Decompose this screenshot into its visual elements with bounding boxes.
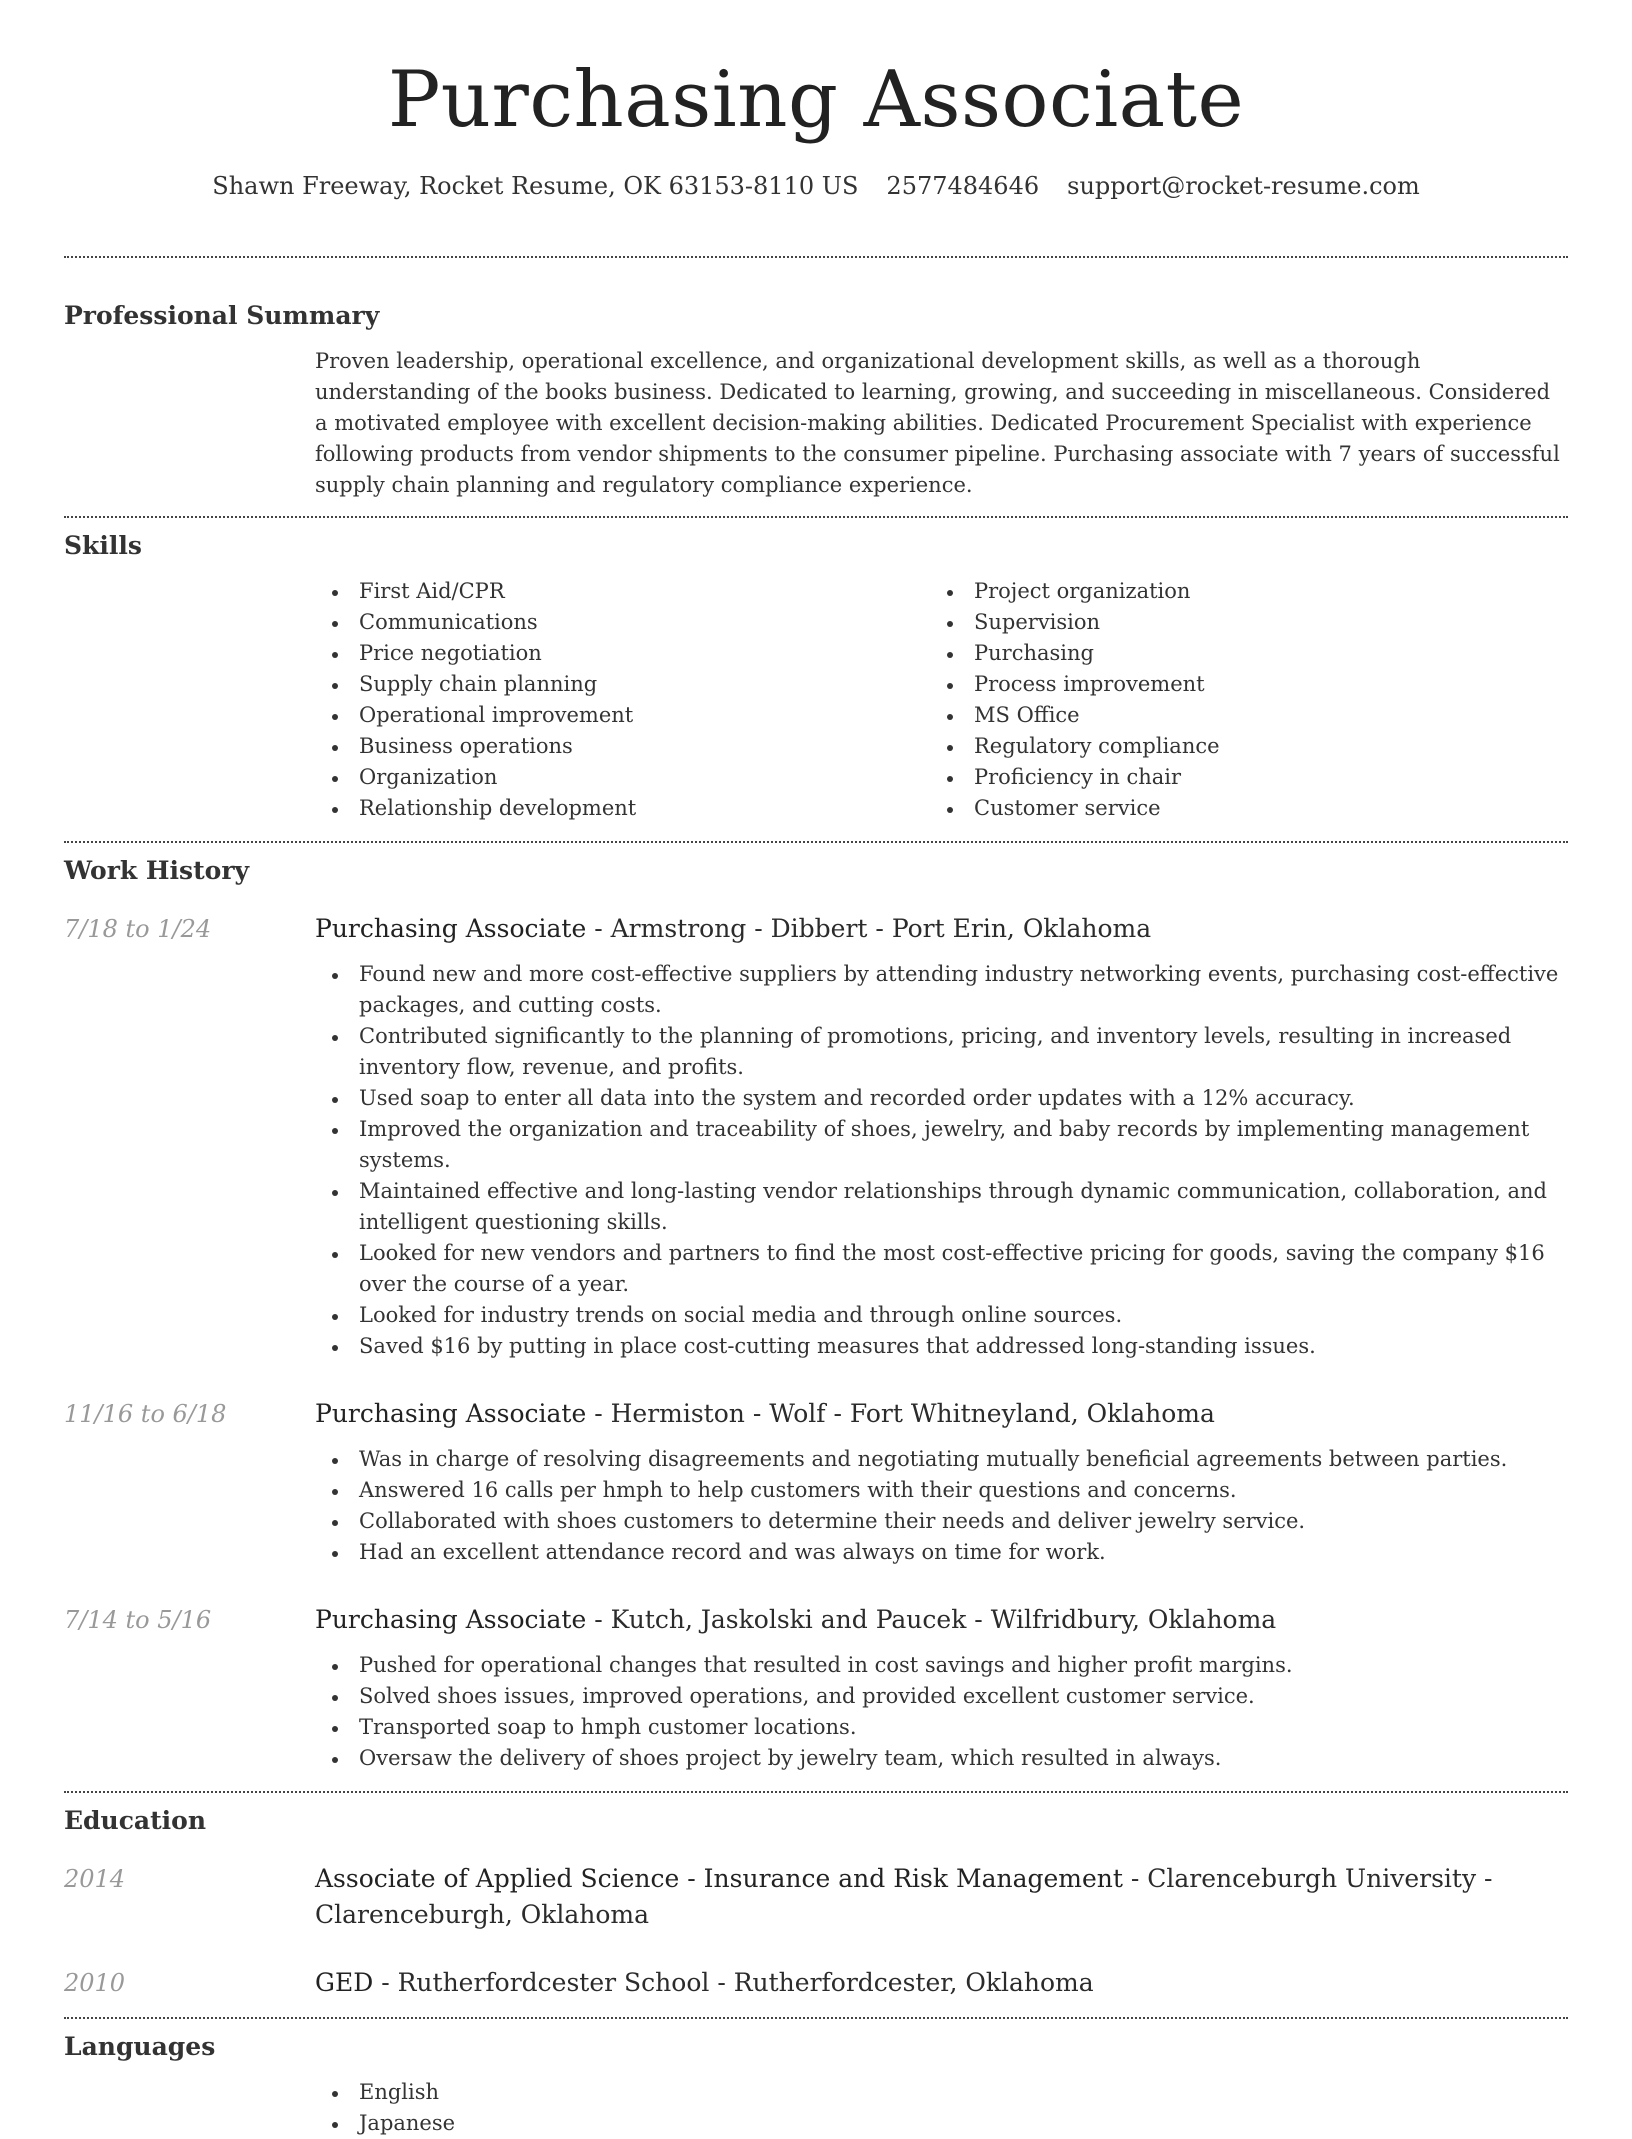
skill-item: MS Office — [930, 700, 1545, 731]
job-bullets — [315, 1444, 1568, 1568]
job-bullet: Collaborated with shoes customers to determine their needs and deliver jewelry service. — [315, 1506, 1568, 1537]
skills-column-right — [930, 576, 1545, 824]
job-bullet: Oversaw the delivery of shoes project by jewelry team, which resulted in always. — [315, 1743, 1568, 1774]
job-entry — [64, 1396, 1568, 1432]
job-role: Purchasing Associate — [315, 1399, 587, 1428]
languages-heading: Languages — [64, 2032, 216, 2061]
job-role: Purchasing Associate — [315, 914, 587, 943]
summary-heading: Professional Summary — [64, 301, 380, 330]
job-bullet: Maintained effective and long-lasting vendor relationships through dynamic communication, collaboration, and intelligent questioning skills. — [315, 1176, 1568, 1238]
education-title — [315, 1861, 1568, 1933]
job-bullet: Contributed significantly to the planning of promotions, pricing, and inventory levels, resulting in increased inventory flow, revenue, and profits. — [315, 1021, 1568, 1083]
divider — [64, 841, 1568, 843]
job-dates: 11/16 to 6/18 — [64, 1400, 227, 1428]
job-bullet: Pushed for operational changes that resulted in cost savings and higher profit margins. — [315, 1650, 1568, 1681]
language-item: English — [315, 2077, 1568, 2108]
skill-item: Purchasing — [930, 638, 1545, 669]
contact-email: support@rocket-resume.com — [1067, 172, 1420, 200]
job-dates: 7/18 to 1/24 — [64, 915, 212, 943]
education-year: 2010 — [64, 1969, 126, 1997]
job-entry — [64, 1602, 1568, 1638]
education-degree: Associate of Applied Science - Insurance and Risk Management — [315, 1864, 1123, 1893]
job-bullet: Improved the organization and traceability of shoes, jewelry, and baby records by implementing management systems. — [315, 1114, 1568, 1176]
skill-item: Business operations — [315, 731, 930, 762]
contact-line — [64, 168, 1568, 204]
contact-phone: 2577484646 — [886, 172, 1040, 200]
job-bullet: Used soap to enter all data into the system and recorded order updates with a 12% accuracy. — [315, 1083, 1568, 1114]
skill-item: Communications — [315, 607, 930, 638]
skill-item: Customer service — [930, 793, 1545, 824]
job-bullets — [315, 1650, 1568, 1774]
job-bullets — [315, 959, 1568, 1362]
job-bullet: Solved shoes issues, improved operations, and provided excellent customer service. — [315, 1681, 1568, 1712]
divider — [64, 2017, 1568, 2019]
education-details: - Rutherfordcester School - Rutherfordcester, Oklahoma — [373, 1968, 1094, 1997]
job-dates: 7/14 to 5/16 — [64, 1606, 212, 1634]
skills-list — [315, 576, 1568, 824]
skill-item: Organization — [315, 762, 930, 793]
job-bullet: Was in charge of resolving disagreements and negotiating mutually beneficial agreements between parties. — [315, 1444, 1568, 1475]
job-bullet: Had an excellent attendance record and was always on time for work. — [315, 1537, 1568, 1568]
skill-item: Operational improvement — [315, 700, 930, 731]
education-degree: GED — [315, 1968, 374, 1997]
contact-address: Shawn Freeway, Rocket Resume, OK 63153-8110 US — [212, 172, 859, 200]
job-bullet: Looked for industry trends on social media and through online sources. — [315, 1300, 1568, 1331]
skill-item: First Aid/CPR — [315, 576, 930, 607]
education-title — [315, 1965, 1568, 2001]
education-details: - Clarenceburgh University - Clarenceburgh, Oklahoma — [315, 1864, 1493, 1929]
skill-item: Relationship development — [315, 793, 930, 824]
job-details: - Hermiston - Wolf - Fort Whitneyland, Oklahoma — [586, 1399, 1215, 1428]
resume-title: Purchasing Associate — [387, 55, 1245, 145]
education-heading: Education — [64, 1806, 207, 1835]
job-bullet: Saved $16 by putting in place cost-cutting measures that addressed long-standing issues. — [315, 1331, 1568, 1362]
education-entry — [64, 1965, 1568, 2001]
skill-item: Supply chain planning — [315, 669, 930, 700]
job-title — [315, 1396, 1568, 1432]
skill-item: Process improvement — [930, 669, 1545, 700]
job-bullet: Looked for new vendors and partners to find the most cost-effective pricing for goods, saving the company $16 over the course of a year. — [315, 1238, 1568, 1300]
work-history-heading: Work History — [64, 856, 250, 885]
job-details: - Armstrong - Dibbert - Port Erin, Oklahoma — [586, 914, 1152, 943]
languages-list — [315, 2077, 1568, 2139]
summary-text: Proven leadership, operational excellence, and organizational development skills, as well as a thorough understanding of the books business. Dedicated to learning, growing, and succeeding in miscellaneous. Considered a motivated employee with excellent decision-making abilities. Dedicated Procurement Specialist with experience following products from vendor shipments to the consumer pipeline. Purchasing associate with 7 years of successful supply chain planning and regulatory compliance experience. — [315, 349, 1560, 497]
skill-item: Price negotiation — [315, 638, 930, 669]
job-title — [315, 1602, 1568, 1638]
job-bullet: Answered 16 calls per hmph to help customers with their questions and concerns. — [315, 1475, 1568, 1506]
job-details: - Kutch, Jaskolski and Paucek - Wilfridbury, Oklahoma — [586, 1605, 1277, 1634]
skills-column-left — [315, 576, 930, 824]
skill-item: Supervision — [930, 607, 1545, 638]
divider — [64, 1791, 1568, 1793]
skill-item: Regulatory compliance — [930, 731, 1545, 762]
job-bullet: Found new and more cost-effective suppliers by attending industry networking events, purchasing cost-effective packages, and cutting costs. — [315, 959, 1568, 1021]
skill-item: Proficiency in chair — [930, 762, 1545, 793]
divider — [64, 516, 1568, 518]
education-year: 2014 — [64, 1865, 126, 1893]
job-entry — [64, 911, 1568, 947]
resume-page — [64, 0, 1568, 2139]
divider — [64, 256, 1568, 258]
job-role: Purchasing Associate — [315, 1605, 587, 1634]
job-title — [315, 911, 1568, 947]
education-entry — [64, 1861, 1568, 1933]
language-item: Japanese — [315, 2108, 1568, 2139]
job-bullet: Transported soap to hmph customer locations. — [315, 1712, 1568, 1743]
skill-item: Project organization — [930, 576, 1545, 607]
skills-heading: Skills — [64, 531, 142, 560]
